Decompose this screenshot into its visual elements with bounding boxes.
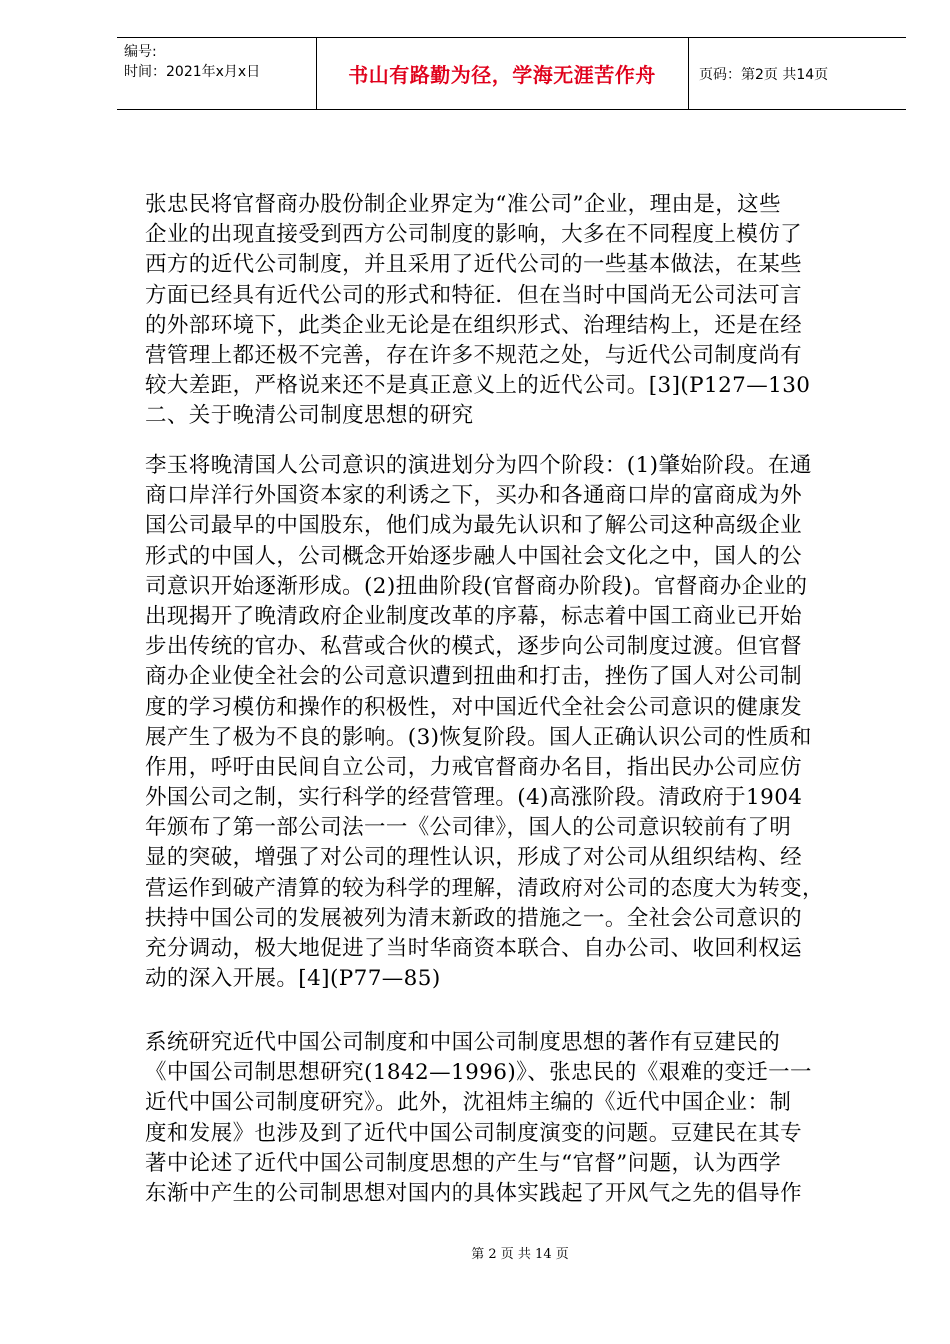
text-line: 东渐中产生的公司制思想对国内的具体实践起了开风气之先的倡导作 [145,1180,803,1206]
text-line: 著中论述了近代中国公司制度思想的产生与“官督”问题，认为西学 [145,1150,781,1176]
text-line: 的外部环境下，此类企业无论是在组织形式、治理结构上，还是在经 [145,312,803,338]
text-line: 司意识开始逐渐形成。(2)扭曲阶段(官督商办阶段)。官督商办企业的 [145,573,808,599]
header-meta-cell [117,38,317,109]
text-line: 年颁布了第一部公司法一一《公司律》，国人的公司意识较前有了明 [145,815,792,841]
header-page-number: 页码：第2页 共14页 [699,66,829,83]
text-line: 步出传统的官办、私营或合伙的模式，逐步向公司制度过渡。但官督 [145,634,803,660]
text-line: 系统研究近代中国公司制度和中国公司制度思想的著作有豆建民的 [145,1030,781,1055]
text-line: 李玉将晚清国人公司意识的演进划分为四个阶段：(1)肇始阶段。在通 [145,453,812,478]
text-line: 营运作到破产清算的较为科学的理解，清政府对公司的态度大为转变， [145,875,824,901]
page-footer [0,1243,950,1262]
text-line: 显的突破，增强了对公司的理性认识，形成了对公司从组织结构、经 [145,845,803,871]
text-line: 营管理上都还极不完善，存在许多不规范之处，与近代公司制度尚有 [145,342,803,368]
text-line: 形式的中国人，公司概念开始逐步融人中国社会文化之中，国人的公 [145,543,803,569]
header-motto: 书山有路勤为径，学海无涯苦作舟 [348,63,656,87]
text-line: 张忠民将官督商办股份制企业界定为“准公司”企业，理由是，这些 [145,192,781,217]
text-line: 企业的出现直接受到西方公司制度的影响，大多在不同程度上模仿了 [145,222,803,248]
text-line: 作用，呼吁由民间自立公司，力戒官督商办名目，指出民办公司应仿 [145,754,803,780]
header-page-cell [689,38,906,109]
document-date-label: 时间：2021年x月x日 [124,64,261,80]
text-line: 出现揭开了晚清政府企业制度改革的序幕，标志着中国工商业已开始 [145,603,803,629]
text-line: 方面已经具有近代公司的形式和特征．但在当时中国尚无公司法可言 [145,282,803,308]
text-line: 商办企业使全社会的公司意识遭到扭曲和打击，挫伤了国人对公司制 [145,664,803,690]
text-line: 近代中国公司制度研究》。此外，沈祖炜主编的《近代中国企业：制 [145,1090,792,1116]
text-line: 展产生了极为不良的影响。(3)恢复阶段。国人正确认识公司的性质和 [145,724,812,750]
text-line: 商口岸洋行外国资本家的利诱之下，买办和各通商口岸的富商成为外 [145,483,803,509]
document-number-label: 编号: [124,44,157,60]
text-line: 动的深入开展。[4](P77—85) [145,966,441,992]
text-line: 充分调动，极大地促进了当时华商资本联合、自办公司、收回利权运 [145,936,803,961]
footer-page-number: 第 2 页 共 14 页 [471,1247,569,1262]
header-motto-cell [316,38,689,109]
section-heading: 二、关于晚清公司制度思想的研究 [145,403,474,429]
text-line: 度的学习模仿和操作的积极性，对中国近代全社会公司意识的健康发 [145,694,803,720]
text-line: 《中国公司制思想研究(1842—1996)》、张忠民的《艰难的变迁一一 [145,1060,812,1086]
paragraph-zhang-zhongmin [145,190,895,432]
text-line: 扶持中国公司的发展被列为清末新政的措施之一。全社会公司意识的 [145,905,803,931]
page-header [117,37,906,110]
text-line: 外国公司之制，实行科学的经营管理。(4)高涨阶段。清政府于1904 [145,785,803,811]
text-line: 较大差距，严格说来还不是真正意义上的近代公司。[3](P127—130 [145,373,811,399]
text-line: 国公司最早的中国股东，他们成为最先认识和了解公司这种高级企业 [145,513,803,539]
paragraph-li-yu [145,451,895,994]
paragraph-dou-jianmin [145,1028,895,1209]
text-line: 度和发展》也涉及到了近代中国公司制度演变的问题。豆建民在其专 [145,1120,803,1146]
text-line: 西方的近代公司制度，并且采用了近代公司的一些基本做法，在某些 [145,252,803,278]
